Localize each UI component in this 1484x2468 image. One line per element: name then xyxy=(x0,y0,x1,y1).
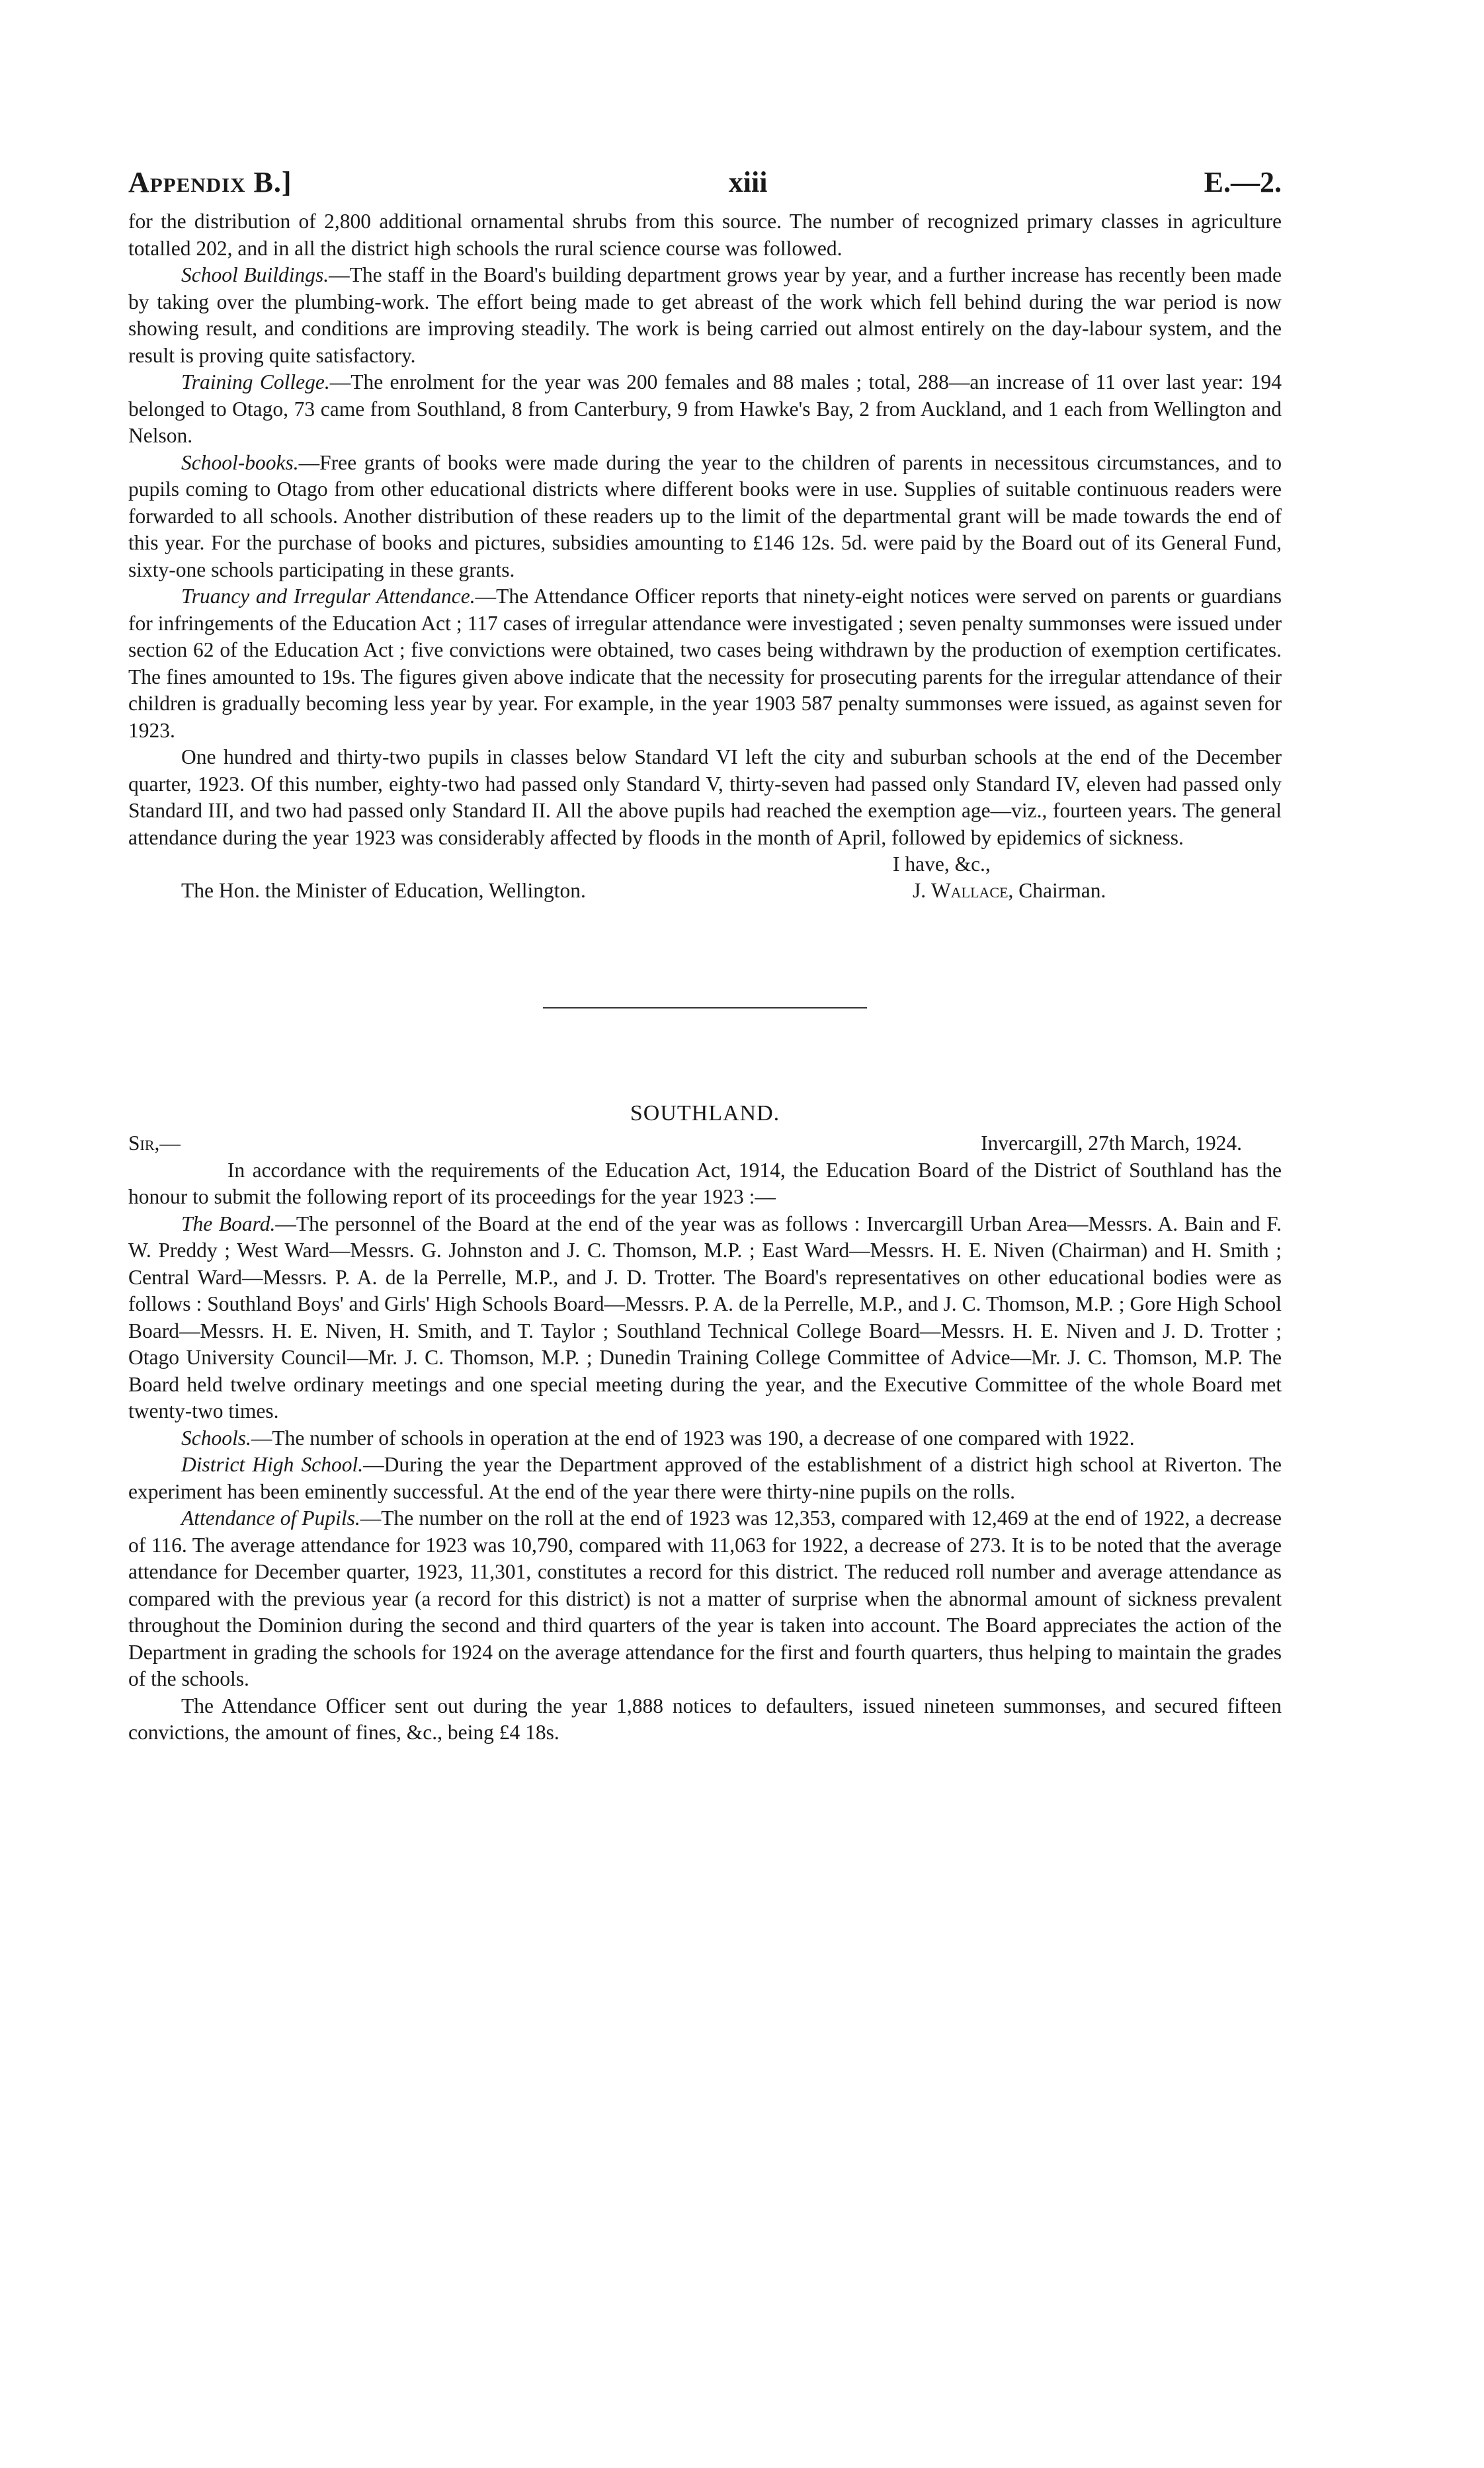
paragraph-attendance xyxy=(128,1505,1282,1693)
heading-training-college: Training College. xyxy=(181,370,330,393)
heading-district-high-school: District High School. xyxy=(181,1453,364,1476)
paragraph-schools xyxy=(128,1425,1282,1452)
paragraph-attendance-officer: The Attendance Officer sent out during the year 1,888 notices to defaulters, issued nineteen summonses, and secured fifteen convictions, the amount of fines, &c., being £4 18s. xyxy=(128,1694,1282,1744)
document-page xyxy=(128,165,1282,1747)
paragraph-the-board xyxy=(128,1211,1282,1425)
text-attendance: —The number on the roll at the end of 1923 was 12,353, compared with 12,469 at the end of 1922, a decrease of 116. The average attendance for 1923 was 10,790, compared with 11,063 for 1922, a decrease of 273. It is to be noted that the average attendance for December quarter, 1923, 11,301, constitutes a record for this district. The reduced roll number and average attendance as compared with the previous year (a record for this district) is not a matter of surprise when the abnormal amount of sickness prevalent throughout the Dominion during the second and third quarters of the year is taken into account. The Board appreciates the action of the Department in grading the schools for 1924 on the average attendance for the first and fourth quarters, thus helping to maintain the grades of the schools. xyxy=(128,1506,1282,1690)
otago-report-continuation xyxy=(128,208,1282,851)
addressee: The Hon. the Minister of Education, Wellington. xyxy=(181,879,586,902)
text-district-high-school: —During the year the Department approved of the establishment of a district high school at Riverton. The experiment has been eminently successful. At the end of the year there were thirty-nine pupils on the rolls. xyxy=(128,1453,1282,1503)
report-code: E.—2. xyxy=(1204,166,1282,198)
section-divider xyxy=(543,1007,867,1008)
signatory xyxy=(913,878,1106,905)
signature-block xyxy=(128,851,1282,907)
text-school-books: —Free grants of books were made during the year to the children of parents in necessitous circumstances, and to pupils coming to Otago from other educational districts where different books were in use. Supplies of suitable continuous readers were forwarded to all schools. Another distribution of these readers up to the limit of the departmental grant will be made towards the end of this year. For the purchase of books and pictures, subsidies amounting to £146 12s. 5d. were paid by the Board out of its General Fund, sixty-one schools participating in these grants. xyxy=(128,450,1282,581)
text-the-board: —The personnel of the Board at the end of the year was as follows : Invercargill Urban Area—Messrs. A. Bain and F. W. Preddy ; West Ward—Messrs. G. Johnston and J. C. Thomson, M.P. ; East Ward—Messrs. H. E. Niven (Chairman) and H. Smith ; Central Ward—Messrs. P. A. de la Perrelle, M.P., and J. D. Trotter. The Board's representatives on other educational bodies were as follows : Southland Boys' and Girls' High Schools Board—Messrs. P. A. de la Perrelle, M.P., and J. C. Thomson, M.P. ; Gore High School Board—Messrs. H. E. Niven, H. Smith, and T. Taylor ; Southland Technical College Board—Messrs. H. E. Niven and J. D. Trotter ; Otago University Council—Mr. J. C. Thomson, M.P. ; Dunedin Training College Committee of Advice—Mr. J. C. Thomson, M.P. The Board held twelve ordinary meetings and one special meeting during the year, and the Executive Committee of the whole Board met twenty-two times. xyxy=(128,1212,1282,1422)
heading-school-books: School-books. xyxy=(181,450,299,474)
paragraph-truancy xyxy=(128,583,1282,744)
paragraph-intro: In accordance with the requirements of the Education Act, 1914, the Education Board of the District of Southland has the honour to submit the following report of its proceedings for the year 1923 :— xyxy=(128,1158,1282,1208)
paragraph-pupils-left: One hundred and thirty-two pupils in classes below Standard VI left the city and suburban schools at the end of the December quarter, 1923. Of this number, eighty-two had passed only Standard V, thirty-seven had passed only Standard IV, eleven had passed only Standard III, and two had passed only Standard II. All the above pupils had reached the exemption age—viz., fourteen years. The general attendance during the year 1923 was considerably affected by floods in the month of April, followed by epidemics of sickness. xyxy=(128,745,1282,849)
text-schools: —The number of schools in operation at the end of 1923 was 190, a decrease of one compared with 1922. xyxy=(251,1426,1135,1450)
paragraph-district-high-school xyxy=(128,1452,1282,1505)
text-training-college: —The enrolment for the year was 200 females and 88 males ; total, 288—an increase of 11 over last year: 194 belonged to Otago, 73 came from Southland, 8 from Canterbury, 9 from Hawke's Bay, 2 from Auckland, and 1 each from Wellington and Nelson. xyxy=(128,370,1282,447)
text-school-buildings: —The staff in the Board's building department grows year by year, and a further increase has recently been made by taking over the plumbing-work. The effort being made to get abreast of the work which fell behind during the war period is now showing result, and conditions are improving steadily. The work is being carried out almost entirely on the day-labour system, and the result is proving quite satisfactory. xyxy=(128,263,1282,367)
text-truancy: —The Attendance Officer reports that ninety-eight notices were served on parents or guardians for infringements of the Education Act ; 117 cases of irregular attendance were investigated ; seven penalty summonses were issued under section 62 of the Education Act ; five convictions were obtained, two cases being withdrawn by the production of exemption certificates. The fines amounted to 19s. The figures given above indicate that the necessity for prosecuting parents for the irregular attendance of their children is gradually becoming less year by year. For example, in the year 1903 587 penalty summonses were issued, as against seven for 1923. xyxy=(128,585,1282,742)
signatory-name: Wallace xyxy=(931,879,1009,902)
appendix-label: Appendix B.] xyxy=(128,166,292,198)
page-number: xiii xyxy=(728,166,768,198)
heading-attendance: Attendance of Pupils. xyxy=(181,1506,360,1530)
heading-truancy: Truancy and Irregular Attendance. xyxy=(181,585,475,608)
paragraph-school-buildings xyxy=(128,262,1282,369)
signatory-role: , Chairman. xyxy=(1008,879,1106,902)
salutation-line xyxy=(128,1130,1282,1157)
page-header xyxy=(128,165,1282,199)
paragraph-school-books xyxy=(128,450,1282,584)
section-title-southland: SOUTHLAND. xyxy=(630,1101,780,1126)
signatory-initial: J. xyxy=(913,879,932,902)
heading-schools: Schools. xyxy=(181,1426,251,1450)
place-date: Invercargill, 27th March, 1924. xyxy=(981,1131,1242,1155)
paragraph-shrubs: for the distribution of 2,800 additional ornamental shrubs from this source. The number of recognized primary classes in agriculture totalled 202, and in all the district high schools the rural science course was followed. xyxy=(128,210,1282,260)
sign-off: I have, &c., xyxy=(893,852,991,876)
heading-school-buildings: School Buildings. xyxy=(181,263,329,286)
paragraph-training-college xyxy=(128,369,1282,450)
heading-the-board: The Board. xyxy=(181,1212,276,1235)
southland-report xyxy=(128,1157,1282,1747)
salutation: Sir,— xyxy=(128,1131,181,1155)
